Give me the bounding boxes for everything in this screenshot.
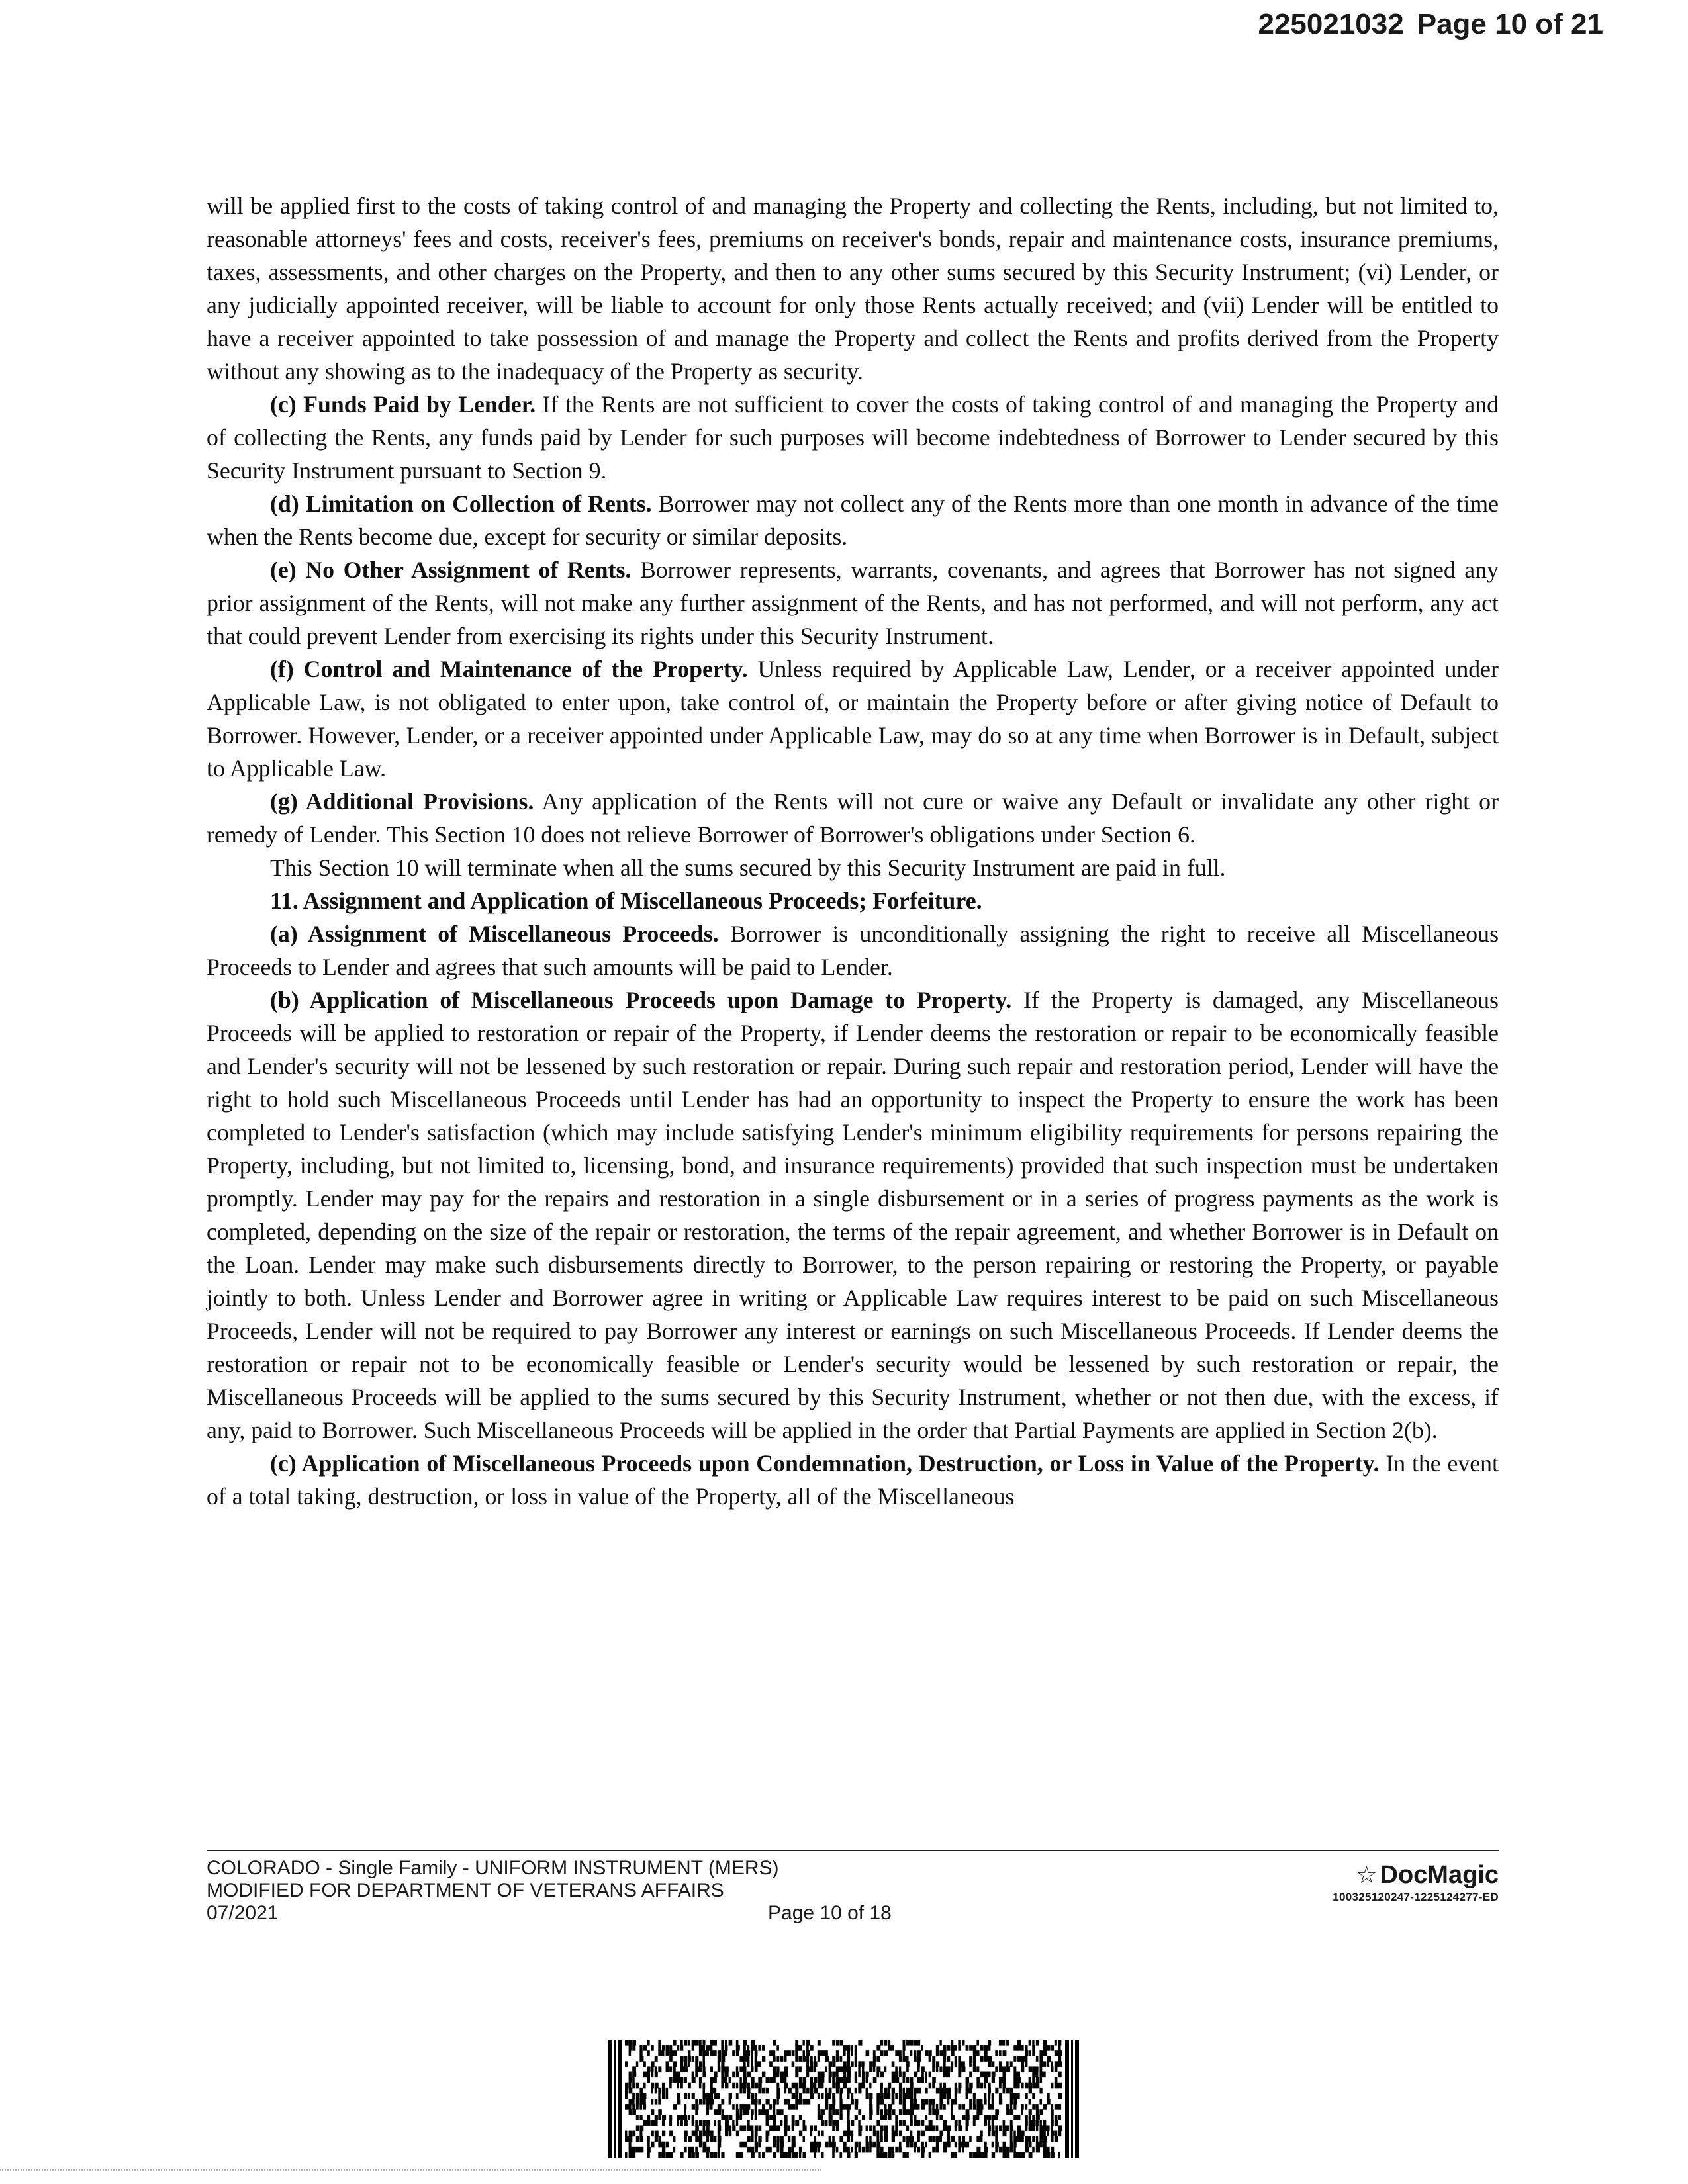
paragraph-heading: (b) Application of Miscellaneous Proceeds upon Damage to Property. bbox=[270, 987, 1012, 1013]
paragraph-heading: 11. Assignment and Application of Miscellaneous Proceeds; Forfeiture. bbox=[270, 887, 982, 914]
paragraph-heading: (d) Limitation on Collection of Rents. bbox=[270, 490, 652, 517]
paragraph-4 bbox=[207, 653, 1499, 785]
paragraph-9 bbox=[207, 983, 1499, 1447]
recording-stamp bbox=[1258, 8, 1603, 41]
paragraph-text: will be applied first to the costs of taking control of and managing the Property and collecting the Rents, including, but not limited to, reasonable attorneys' fees and costs, receiver's fees, premiums on receiver's bonds, repair and maintenance costs, insurance premiums, taxes, assessments, and other charges on the Property, and then to any other sums secured by this Security Instrument; (vi) Lender, or any judicially appointed receiver, will be liable to account for only those Rents actually received; and (vii) Lender will be entitled to have a receiver appointed to take possession of and manage the Property and collect the Rents and profits derived from the Property without any showing as to the inadequacy of the Property as security. bbox=[207, 193, 1499, 385]
paragraph-5 bbox=[207, 785, 1499, 851]
brand-name: DocMagic bbox=[1380, 1861, 1499, 1889]
paragraph-0 bbox=[207, 189, 1499, 388]
scan-edge-dots bbox=[0, 2169, 821, 2171]
paragraph-text: Borrower represents, warrants, covenants, and agrees that Borrower has not signed any prior assignment of the Rents, will not make any further assignment of the Rents, and has not performed, and will not perform, any act that could prevent Lender from exercising its rights under this Security Instrument. bbox=[207, 557, 1499, 649]
paragraph-1 bbox=[207, 388, 1499, 487]
paragraph-text: Any application of the Rents will not cure or waive any Default or invalidate any other right or remedy of Lender. This Section 10 does not relieve Borrower of Borrower's obligations under Section 6. bbox=[207, 788, 1499, 848]
paragraph-heading: (e) No Other Assignment of Rents. bbox=[270, 557, 632, 583]
paragraph-text: This Section 10 will terminate when all the sums secured by this Security Instrument are paid in full. bbox=[270, 854, 1226, 881]
paragraph-text: If the Rents are not sufficient to cover the costs of taking control of and managing the Property and of collecting the Rents, any funds paid by Lender for such purposes will become indebtedness of Borrower to Lender secured by this Security Instrument pursuant to Section 9. bbox=[207, 391, 1499, 484]
document-body bbox=[207, 189, 1499, 1513]
barcode-graphic bbox=[608, 2040, 1079, 2158]
star-icon: ☆ bbox=[1356, 1861, 1378, 1888]
document-code: 100325120247-1225124277-ED bbox=[1333, 1891, 1499, 1903]
paragraph-8 bbox=[207, 917, 1499, 983]
paragraph-text: Borrower is unconditionally assigning the right to receive all Miscellaneous Proceeds to Lender and agrees that such amounts will be paid to Lender. bbox=[207, 921, 1499, 980]
docmagic-logo bbox=[1333, 1861, 1499, 1889]
docmagic-brand bbox=[1333, 1861, 1499, 1904]
paragraph-heading: (f) Control and Maintenance of the Property. bbox=[270, 656, 748, 682]
recording-page-label: Page 10 of 21 bbox=[1417, 8, 1603, 40]
paragraph-2 bbox=[207, 487, 1499, 553]
paragraph-6 bbox=[207, 851, 1499, 884]
paragraph-heading: (g) Additional Provisions. bbox=[270, 788, 534, 815]
paragraph-text: In the event of a total taking, destruction, or loss in value of the Property, all of the Miscellaneous bbox=[207, 1450, 1499, 1510]
paragraph-3 bbox=[207, 553, 1499, 653]
paragraph-text: Borrower may not collect any of the Rents more than one month in advance of the time when the Rents become due, except for security or similar deposits. bbox=[207, 490, 1499, 550]
paragraph-heading: (a) Assignment of Miscellaneous Proceeds. bbox=[270, 921, 719, 947]
barcode-image bbox=[608, 2040, 1079, 2158]
paragraph-heading: (c) Application of Miscellaneous Proceeds upon Condemnation, Destruction, or Loss in Value of the Property. bbox=[270, 1450, 1380, 1477]
paragraph-10 bbox=[207, 1447, 1499, 1513]
footer-page-number: Page 10 of 18 bbox=[768, 1902, 892, 1924]
footer-divider bbox=[207, 1850, 1499, 1851]
paragraph-heading: (c) Funds Paid by Lender. bbox=[270, 391, 536, 418]
footer-form-title: COLORADO - Single Family - UNIFORM INSTRUMENT (MERS) bbox=[207, 1857, 779, 1879]
paragraph-text: If the Property is damaged, any Miscellaneous Proceeds will be applied to restoration or repair of the Property, if Lender deems the restoration or repair to be economically feasible and Lender's security will not be lessened by such restoration or repair. During such repair and restoration period, Lender will have the right to hold such Miscellaneous Proceeds until Lender has had an opportunity to inspect the Property to ensure the work has been completed to Lender's satisfaction (which may include satisfying Lender's minimum eligibility requirements for persons repairing the Property, including, but not limited to, licensing, bond, and insurance requirements) provided that such inspection must be undertaken promptly. Lender may pay for the repairs and restoration in a single disbursement or in a series of progress payments as the work is completed, depending on the size of the repair or restoration, the terms of the repair agreement, and whether Borrower is in Default on the Loan. Lender may make such disbursements directly to Borrower, to the person repairing or restoring the Property, or payable jointly to both. Unless Lender and Borrower agree in writing or Applicable Law requires interest to be paid on such Miscellaneous Proceeds, Lender will not be required to pay Borrower any interest or earnings on such Miscellaneous Proceeds. If Lender deems the restoration or repair not to be economically feasible or Lender's security would be lessened by such restoration or repair, the Miscellaneous Proceeds will be applied to the sums secured by this Security Instrument, whether or not then due, with the excess, if any, paid to Borrower. Such Miscellaneous Proceeds will be applied in the order that Partial Payments are applied in Section 2(b). bbox=[207, 987, 1499, 1443]
paragraph-text: Unless required by Applicable Law, Lender, or a receiver appointed under Applicable Law, is not obligated to enter upon, take control of, or maintain the Property before or after giving notice of Default to Borrower. However, Lender, or a receiver appointed under Applicable Law, may do so at any time when Borrower is in Default, subject to Applicable Law. bbox=[207, 656, 1499, 782]
footer-form-date: 07/2021 bbox=[207, 1902, 279, 1924]
section-11-heading bbox=[207, 884, 1499, 917]
document-number: 225021032 bbox=[1258, 8, 1404, 40]
footer-form-modifier: MODIFIED FOR DEPARTMENT OF VETERANS AFFAIRS bbox=[207, 1880, 724, 1901]
